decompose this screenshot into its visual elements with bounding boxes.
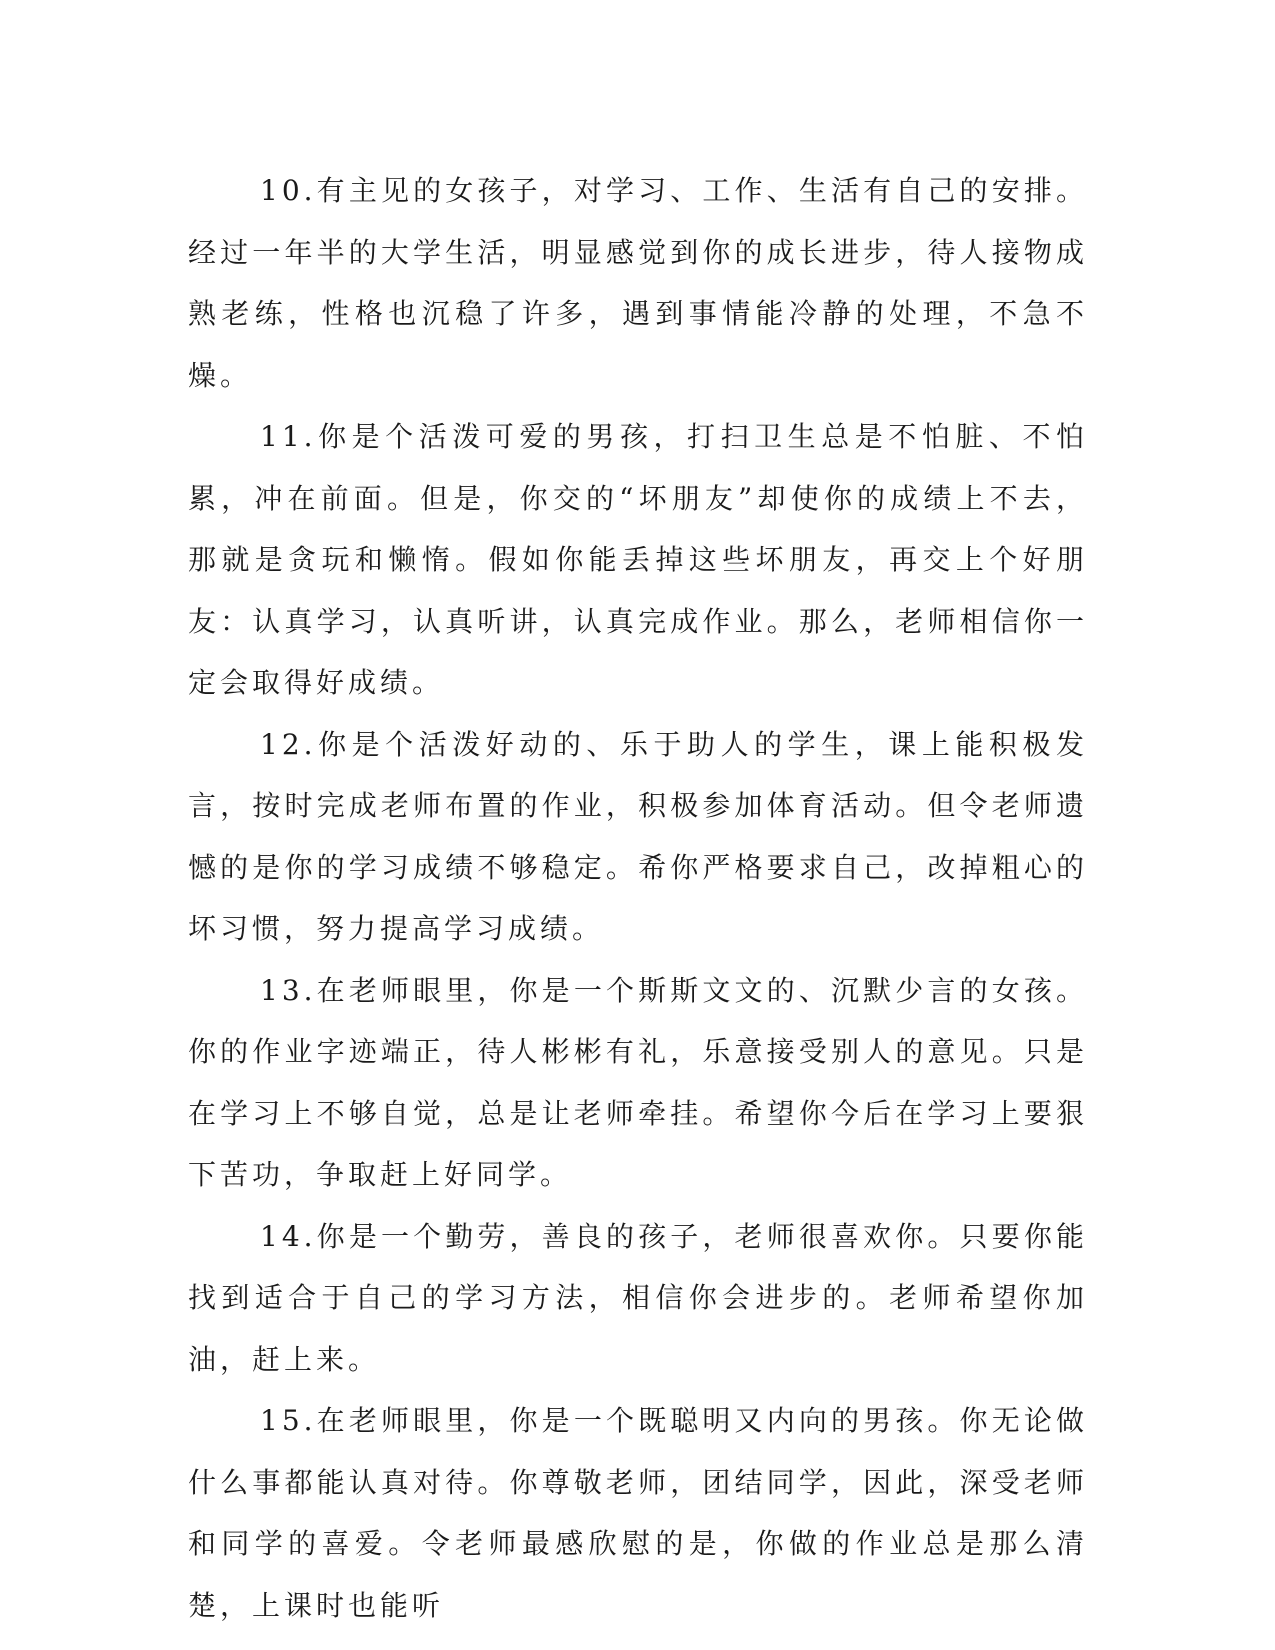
comment-paragraph-13: 13.在老师眼里，你是一个斯斯文文的、沉默少言的女孩。你的作业字迹端正，待人彬彬有礼，乐意接受别人的意见。只是在学习上不够自觉，总是让老师牵挂。希望你今后在学习上要狠下苦功，争取赶上好同学。 — [188, 973, 1088, 1191]
comment-paragraph-12: 12.你是个活泼好动的、乐于助人的学生，课上能积极发言，按时完成老师布置的作业，积极参加体育活动。但令老师遗憾的是你的学习成绩不够稳定。希你严格要求自己，改掉粗心的坏习惯，努力提高学习成绩。 — [188, 727, 1088, 945]
comment-paragraph-14: 14.你是一个勤劳，善良的孩子，老师很喜欢你。只要你能找到适合于自己的学习方法，相信你会进步的。老师希望你加油，赶上来。 — [188, 1219, 1088, 1376]
comment-paragraph-10: 10.有主见的女孩子，对学习、工作、生活有自己的安排。经过一年半的大学生活，明显感觉到你的成长进步，待人接物成熟老练，性格也沉稳了许多，遇到事情能冷静的处理，不急不燥。 — [188, 174, 1088, 392]
comment-paragraph-11: 11.你是个活泼可爱的男孩，打扫卫生总是不怕脏、不怕累，冲在前面。但是，你交的“坏朋友”却使你的成绩上不去，那就是贪玩和懒惰。假如你能丢掉这些坏朋友，再交上个好朋友：认真学习，认真听讲，认真完成作业。那么，老师相信你一定会取得好成绩。 — [188, 420, 1088, 699]
document-body — [188, 160, 1088, 1636]
comment-paragraph-15: 15.在老师眼里，你是一个既聪明又内向的男孩。你无论做什么事都能认真对待。你尊敬老师，团结同学，因此，深受老师和同学的喜爱。令老师最感欣慰的是，你做的作业总是那么清楚，上课时也能听 — [188, 1404, 1088, 1622]
